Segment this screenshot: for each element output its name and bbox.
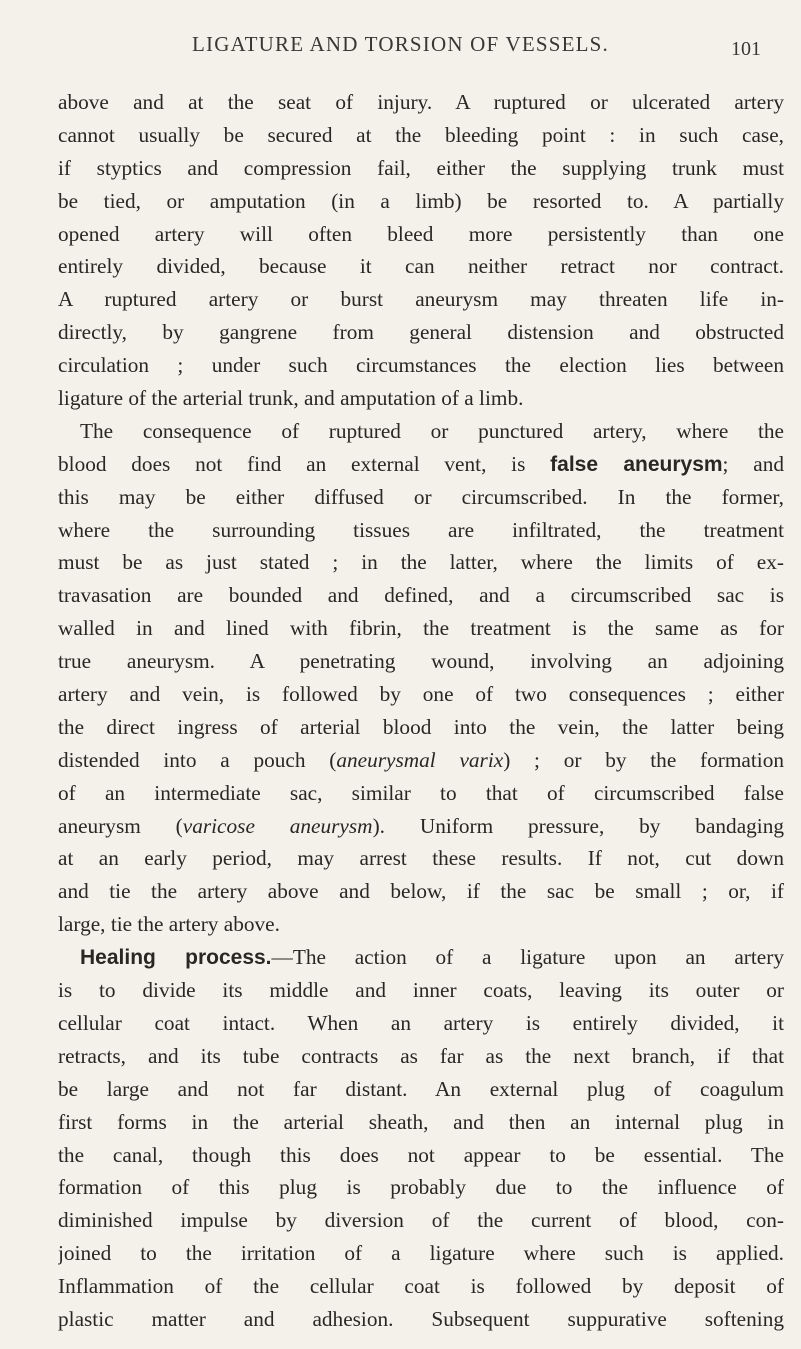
text-line: of an intermediate sac, similar to that of circumscribed false [58, 780, 784, 805]
text-line: directly, by gangrene from general distension and obstructed [58, 320, 784, 345]
text-line: plastic matter and adhesion. Subsequent suppurative softening [58, 1306, 784, 1331]
section-heading-healing-process: Healing process. [80, 946, 272, 970]
text-line: above and at the seat of injury. A ruptured or ulcerated artery [58, 90, 784, 114]
text-run: ; and [722, 451, 784, 476]
text-line: Inflammation of the cellular coat is followed by deposit of [58, 1274, 784, 1299]
page-number: 101 [731, 38, 761, 60]
text-run: —The action of a ligature upon an artery [271, 945, 784, 970]
text-line: ligature of the arterial trunk, and amputation of a limb. [58, 386, 524, 411]
text-line: be large and not far distant. An external plug of coagulum [58, 1076, 784, 1101]
text-run: aneurysm ( [58, 813, 183, 838]
text-line: formation of this plug is probably due to the influence of [58, 1175, 784, 1200]
text-line [58, 810, 784, 843]
text-line: be tied, or amputation (in a limb) be resorted to. A partially [58, 188, 784, 213]
text-line: retracts, and its tube contracts as far as the next branch, if that [58, 1043, 784, 1068]
text-line: A ruptured artery or burst aneurysm may threaten life in- [58, 287, 784, 312]
text-run: distended into a pouch ( [58, 747, 337, 772]
text-line: circulation ; under such circumstances the election lies between [58, 353, 784, 378]
text-run: ) ; or by the formation [503, 747, 784, 772]
running-head [0, 26, 801, 66]
text-line: cellular coat intact. When an artery is entirely divided, it [58, 1010, 784, 1035]
text-line: opened artery will often bleed more persistently than one [58, 221, 784, 246]
text-line: joined to the irritation of a ligature where such is applied. [58, 1241, 784, 1266]
text-line: if styptics and compression fail, either the supplying trunk must [58, 155, 784, 180]
text-line: where the surrounding tissues are infiltrated, the treatment [58, 517, 784, 542]
text-line: first forms in the arterial sheath, and then an internal plug in [58, 1109, 784, 1134]
text-line: must be as just stated ; in the latter, where the limits of ex- [58, 550, 784, 575]
text-run: ). Uniform pressure, by bandaging [372, 813, 784, 838]
text-line: cannot usually be secured at the bleeding point : in such case, [58, 122, 784, 147]
term-varicose-aneurysm: varicose aneurysm [182, 813, 373, 838]
text-line: walled in and lined with fibrin, the treatment is the same as for [58, 616, 784, 641]
text-line: is to divide its middle and inner coats, leaving its outer or [58, 978, 784, 1003]
body-text [58, 86, 784, 1336]
term-aneurysmal-varix: aneurysmal varix [336, 747, 504, 772]
text-line [58, 744, 784, 777]
text-line: and tie the artery above and below, if the sac be small ; or, if [58, 879, 784, 904]
text-line: this may be either diffused or circumscribed. In the former, [58, 484, 784, 509]
text-line: at an early period, may arrest these results. If not, cut down [58, 846, 784, 871]
text-line: the canal, though this does not appear to be essential. The [58, 1142, 784, 1167]
text-line: travasation are bounded and defined, and a circumscribed sac is [58, 583, 784, 608]
running-title: LIGATURE AND TORSION OF VESSELS. [191, 32, 610, 56]
text-line [58, 941, 784, 974]
text-line: the direct ingress of arterial blood into the vein, the latter being [58, 714, 784, 739]
text-line: diminished impulse by diversion of the current of blood, con- [58, 1208, 784, 1233]
text-line [58, 448, 784, 481]
text-line: true aneurysm. A penetrating wound, involving an adjoining [58, 649, 784, 674]
text-line: The consequence of ruptured or punctured artery, where the [80, 418, 784, 443]
term-false-aneurysm: false aneurysm [550, 452, 723, 476]
text-run: blood does not find an external vent, is [58, 451, 551, 476]
text-line: large, tie the artery above. [58, 912, 280, 937]
text-line: artery and vein, is followed by one of two consequences ; either [58, 682, 784, 707]
text-line: entirely divided, because it can neither retract nor contract. [58, 254, 784, 279]
